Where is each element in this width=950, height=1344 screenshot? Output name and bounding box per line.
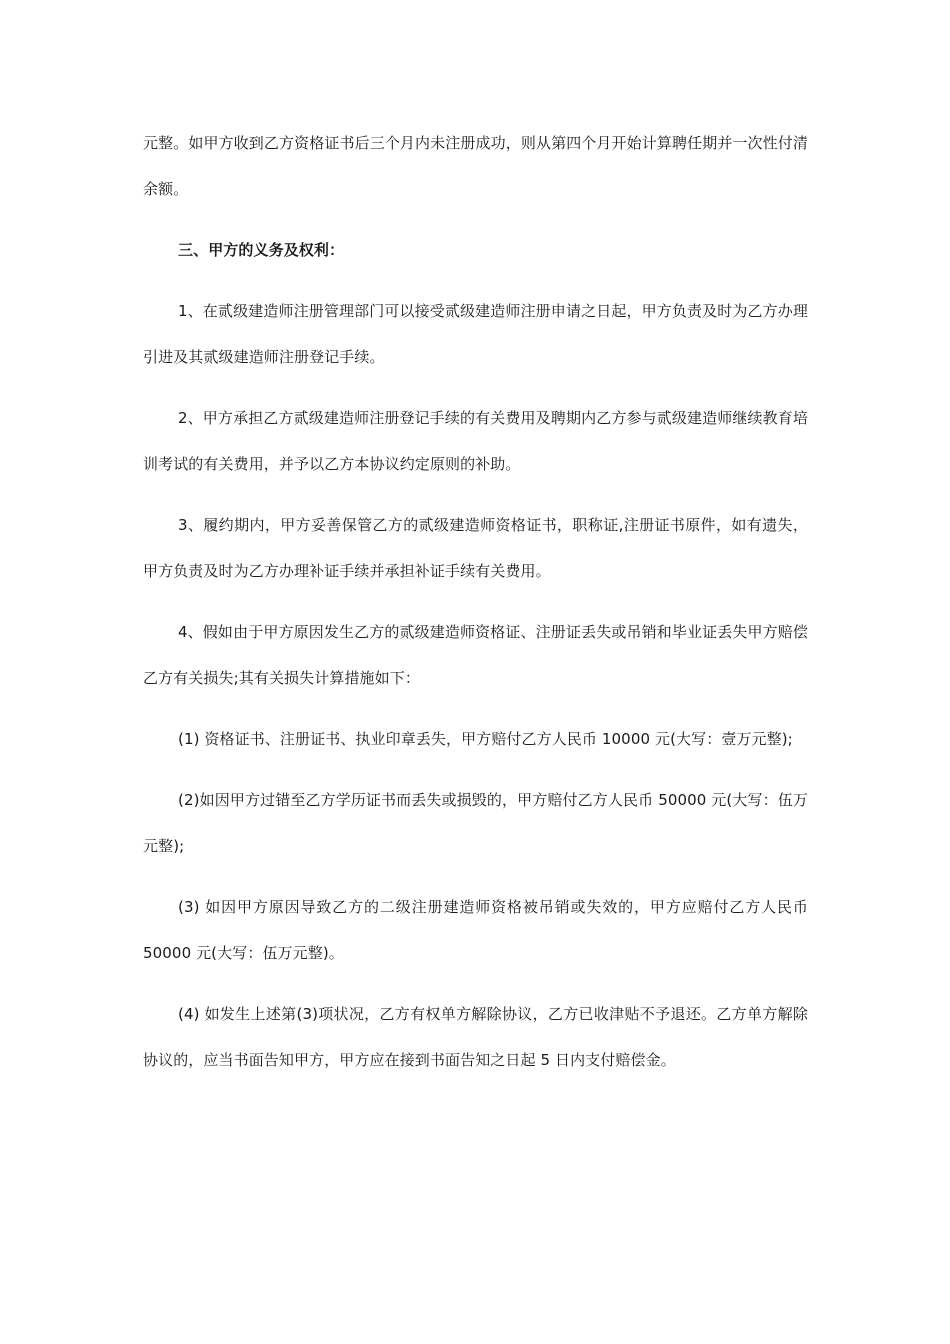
- section-heading: 三、甲方的义务及权利：: [178, 241, 345, 259]
- sub-clause-4: (4) 如发生上述第(3)项状况，乙方有权单方解除协议，乙方已收津贴不予退还。乙方单方解除协议的，应当书面告知甲方，甲方应在接到书面告知之日起 5 日内支付赔偿金。: [143, 1005, 808, 1069]
- sub-clause-1: (1) 资格证书、注册证书、执业印章丢失，甲方赔付乙方人民币 10000 元(大写：壹万元整);: [178, 730, 793, 748]
- document-body: [143, 120, 808, 1083]
- sub-clause-3: (3) 如因甲方原因导致乙方的二级注册建造师资格被吊销或失效的，甲方应赔付乙方人民币 50000 元(大写：伍万元整)。: [143, 898, 808, 962]
- clause-2: 2、甲方承担乙方贰级建造师注册登记手续的有关费用及聘期内乙方参与贰级建造师继续教育培训考试的有关费用，并予以乙方本协议约定原则的补助。: [143, 409, 808, 473]
- sub-clause-2: (2)如因甲方过错至乙方学历证书而丢失或损毁的，甲方赔付乙方人民币 50000 元(大写：伍万元整);: [143, 791, 808, 855]
- clause-1: 1、在贰级建造师注册管理部门可以接受贰级建造师注册申请之日起，甲方负责及时为乙方办理引进及其贰级建造师注册登记手续。: [143, 302, 808, 366]
- clause-3: 3、履约期内，甲方妥善保管乙方的贰级建造师资格证书，职称证,注册证书原件，如有遗失，甲方负责及时为乙方办理补证手续并承担补证手续有关费用。: [143, 516, 808, 580]
- clause-4: 4、假如由于甲方原因发生乙方的贰级建造师资格证、注册证丢失或吊销和毕业证丢失甲方赔偿乙方有关损失;其有关损失计算措施如下：: [143, 623, 808, 687]
- paragraph-continuation: 元整。如甲方收到乙方资格证书后三个月内未注册成功，则从第四个月开始计算聘任期并一次性付清余额。: [143, 134, 808, 198]
